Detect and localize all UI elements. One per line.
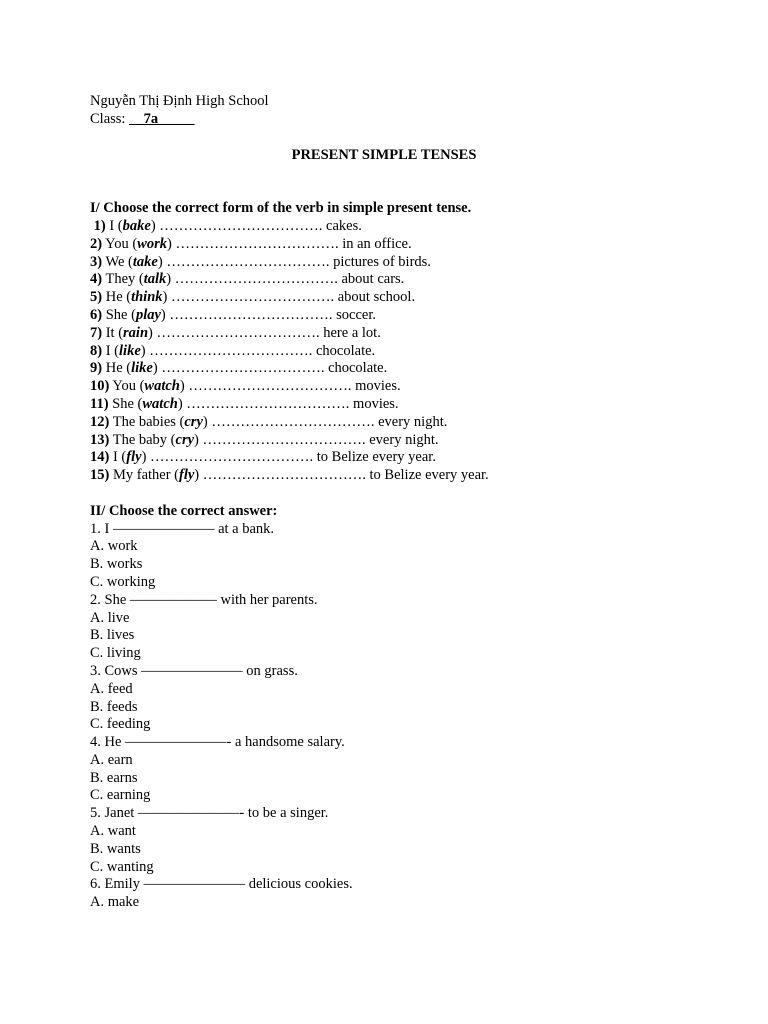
exercise-item [90,432,710,450]
item-number: 2) [90,235,103,252]
item-subject: The baby ( [109,431,176,448]
item-number: 8) [90,342,103,359]
exercise-item [90,254,710,272]
answer-option: C. living [90,645,141,662]
item-ending: in an office. [338,235,412,252]
exercise-item [90,414,710,432]
item-subject: I ( [105,217,123,234]
class-line [90,111,710,129]
item-subject: My father ( [109,467,179,484]
item-blank: ……………………………. [166,253,330,270]
item-ending: about school. [334,289,416,306]
answer-option: C. earning [90,787,151,804]
item-subject: You ( [102,235,138,252]
item-ending: about cars. [337,271,405,288]
item-blank: ……………………………. [149,342,313,359]
exercise-item [90,378,710,396]
item-blank: ……………………………. [202,431,366,448]
item-subject: It ( [102,324,124,341]
answer-option: B. earns [90,769,138,786]
answer-option: A. live [90,609,130,626]
item-subject: She ( [102,306,136,323]
item-blank: ……………………………. [188,378,352,395]
item-number: 15) [90,467,110,484]
item-paren-close: ) [160,306,170,323]
item-ending: every night. [374,413,448,430]
exercise-item [90,343,710,361]
item-subject: We ( [102,253,133,270]
answer-option: B. works [90,556,143,573]
item-paren-close: ) [157,253,167,270]
item-number: 7) [90,324,103,341]
section2-list [90,521,710,913]
section1-list [90,218,710,485]
item-blank: ……………………………. [150,449,314,466]
item-blank: ……………………………. [174,271,338,288]
item-ending: chocolate. [324,360,388,377]
exercise-item [90,271,710,289]
item-paren-close: ) [194,467,203,484]
item-ending: movies. [351,378,401,395]
document-content [90,93,710,912]
item-subject: She ( [108,395,143,412]
item-verb: talk [143,271,167,288]
answer-option: A. want [90,823,136,840]
item-paren-close: ) [202,413,212,430]
item-number: 9) [90,360,103,377]
item-number: 10) [90,378,110,395]
item-subject: I ( [102,342,120,359]
item-paren-close: ) [166,235,176,252]
answer-option: C. feeding [90,716,151,733]
item-blank: ……………………………. [211,413,375,430]
exercise-item [90,218,710,236]
item-verb: think [131,289,163,306]
page-title: PRESENT SIMPLE TENSES [291,146,477,163]
item-verb: cry [184,413,203,430]
item-blank: ……………………………. [186,395,350,412]
school-name: Nguyễn Thị Định High School [90,93,269,109]
exercise-item [90,360,710,378]
answer-option: B. feeds [90,698,138,715]
class-label: Class: [90,110,130,127]
item-subject: You ( [109,378,145,395]
question-line: 6. Emily ——————— delicious cookies. [90,876,353,893]
item-paren-close: ) [177,395,187,412]
item-number: 11) [90,395,109,412]
item-verb: rain [123,324,149,341]
item-subject: He ( [102,360,132,377]
exercise-item [90,325,710,343]
item-paren-close: ) [166,271,175,288]
item-subject: I ( [109,449,127,466]
item-ending: to Belize every year. [365,467,489,484]
class-value: __7a_____ [129,110,195,127]
item-subject: They ( [102,271,144,288]
item-blank: ……………………………. [175,235,339,252]
item-blank: ……………………………. [156,324,320,341]
question-line: 5. Janet ———————- to be a singer. [90,805,329,822]
item-ending: movies. [349,395,399,412]
answer-option: A. make [90,894,140,911]
item-ending: here a lot. [319,324,381,341]
answer-option: B. wants [90,840,141,857]
item-verb: fly [179,467,195,484]
question-line: 2. She —————— with her parents. [90,591,318,608]
item-subject: The babies ( [109,413,185,430]
item-number: 1) [90,217,106,234]
item-verb: fly [126,449,142,466]
item-number: 3) [90,253,103,270]
item-verb: play [135,306,161,323]
exercise-item [90,467,710,485]
question-line: 3. Cows ——————— on grass. [90,662,298,679]
item-paren-close: ) [162,289,171,306]
section2-heading: II/ Choose the correct answer: [90,502,278,519]
answer-option: B. lives [90,627,135,644]
item-ending: pictures of birds. [329,253,431,270]
item-subject: He ( [102,289,132,306]
exercise-item [90,396,710,414]
item-number: 14) [90,449,110,466]
item-number: 4) [90,271,103,288]
item-paren-close: ) [152,360,162,377]
item-ending: every night. [365,431,439,448]
item-paren-close: ) [150,217,160,234]
item-verb: watch [142,395,178,412]
item-verb: take [132,253,158,270]
item-paren-close: ) [140,342,150,359]
exercise-item [90,289,710,307]
item-ending: soccer. [332,306,376,323]
question-line: 1. I ——————— at a bank. [90,520,275,537]
answer-option: A. earn [90,751,133,768]
exercise-item [90,449,710,467]
section1-heading: I/ Choose the correct form of the verb in simple present tense. [90,200,472,217]
answer-option: C. working [90,573,156,590]
item-paren-close: ) [141,449,151,466]
item-blank: ……………………………. [202,467,366,484]
item-verb: watch [144,378,180,395]
item-verb: work [137,235,167,252]
item-verb: cry [175,431,195,448]
item-verb: like [131,360,153,377]
item-number: 13) [90,431,110,448]
item-blank: ……………………………. [169,306,333,323]
item-blank: ……………………………. [171,289,335,306]
item-number: 5) [90,289,103,306]
item-number: 6) [90,306,103,323]
item-ending: chocolate. [312,342,376,359]
item-number: 12) [90,413,110,430]
item-paren-close: ) [179,378,189,395]
item-verb: like [119,342,141,359]
answer-option: A. work [90,538,138,555]
exercise-item [90,236,710,254]
item-verb: bake [122,217,151,234]
answer-option: A. feed [90,680,133,697]
item-paren-close: ) [194,431,203,448]
item-ending: to Belize every year. [313,449,436,466]
exercise-item [90,307,710,325]
answer-option: C. wanting [90,858,154,875]
item-blank: ……………………………. [159,217,323,234]
question-line: 4. He ———————- a handsome salary. [90,734,345,751]
item-blank: ……………………………. [161,360,325,377]
item-ending: cakes. [322,217,362,234]
item-paren-close: ) [148,324,157,341]
